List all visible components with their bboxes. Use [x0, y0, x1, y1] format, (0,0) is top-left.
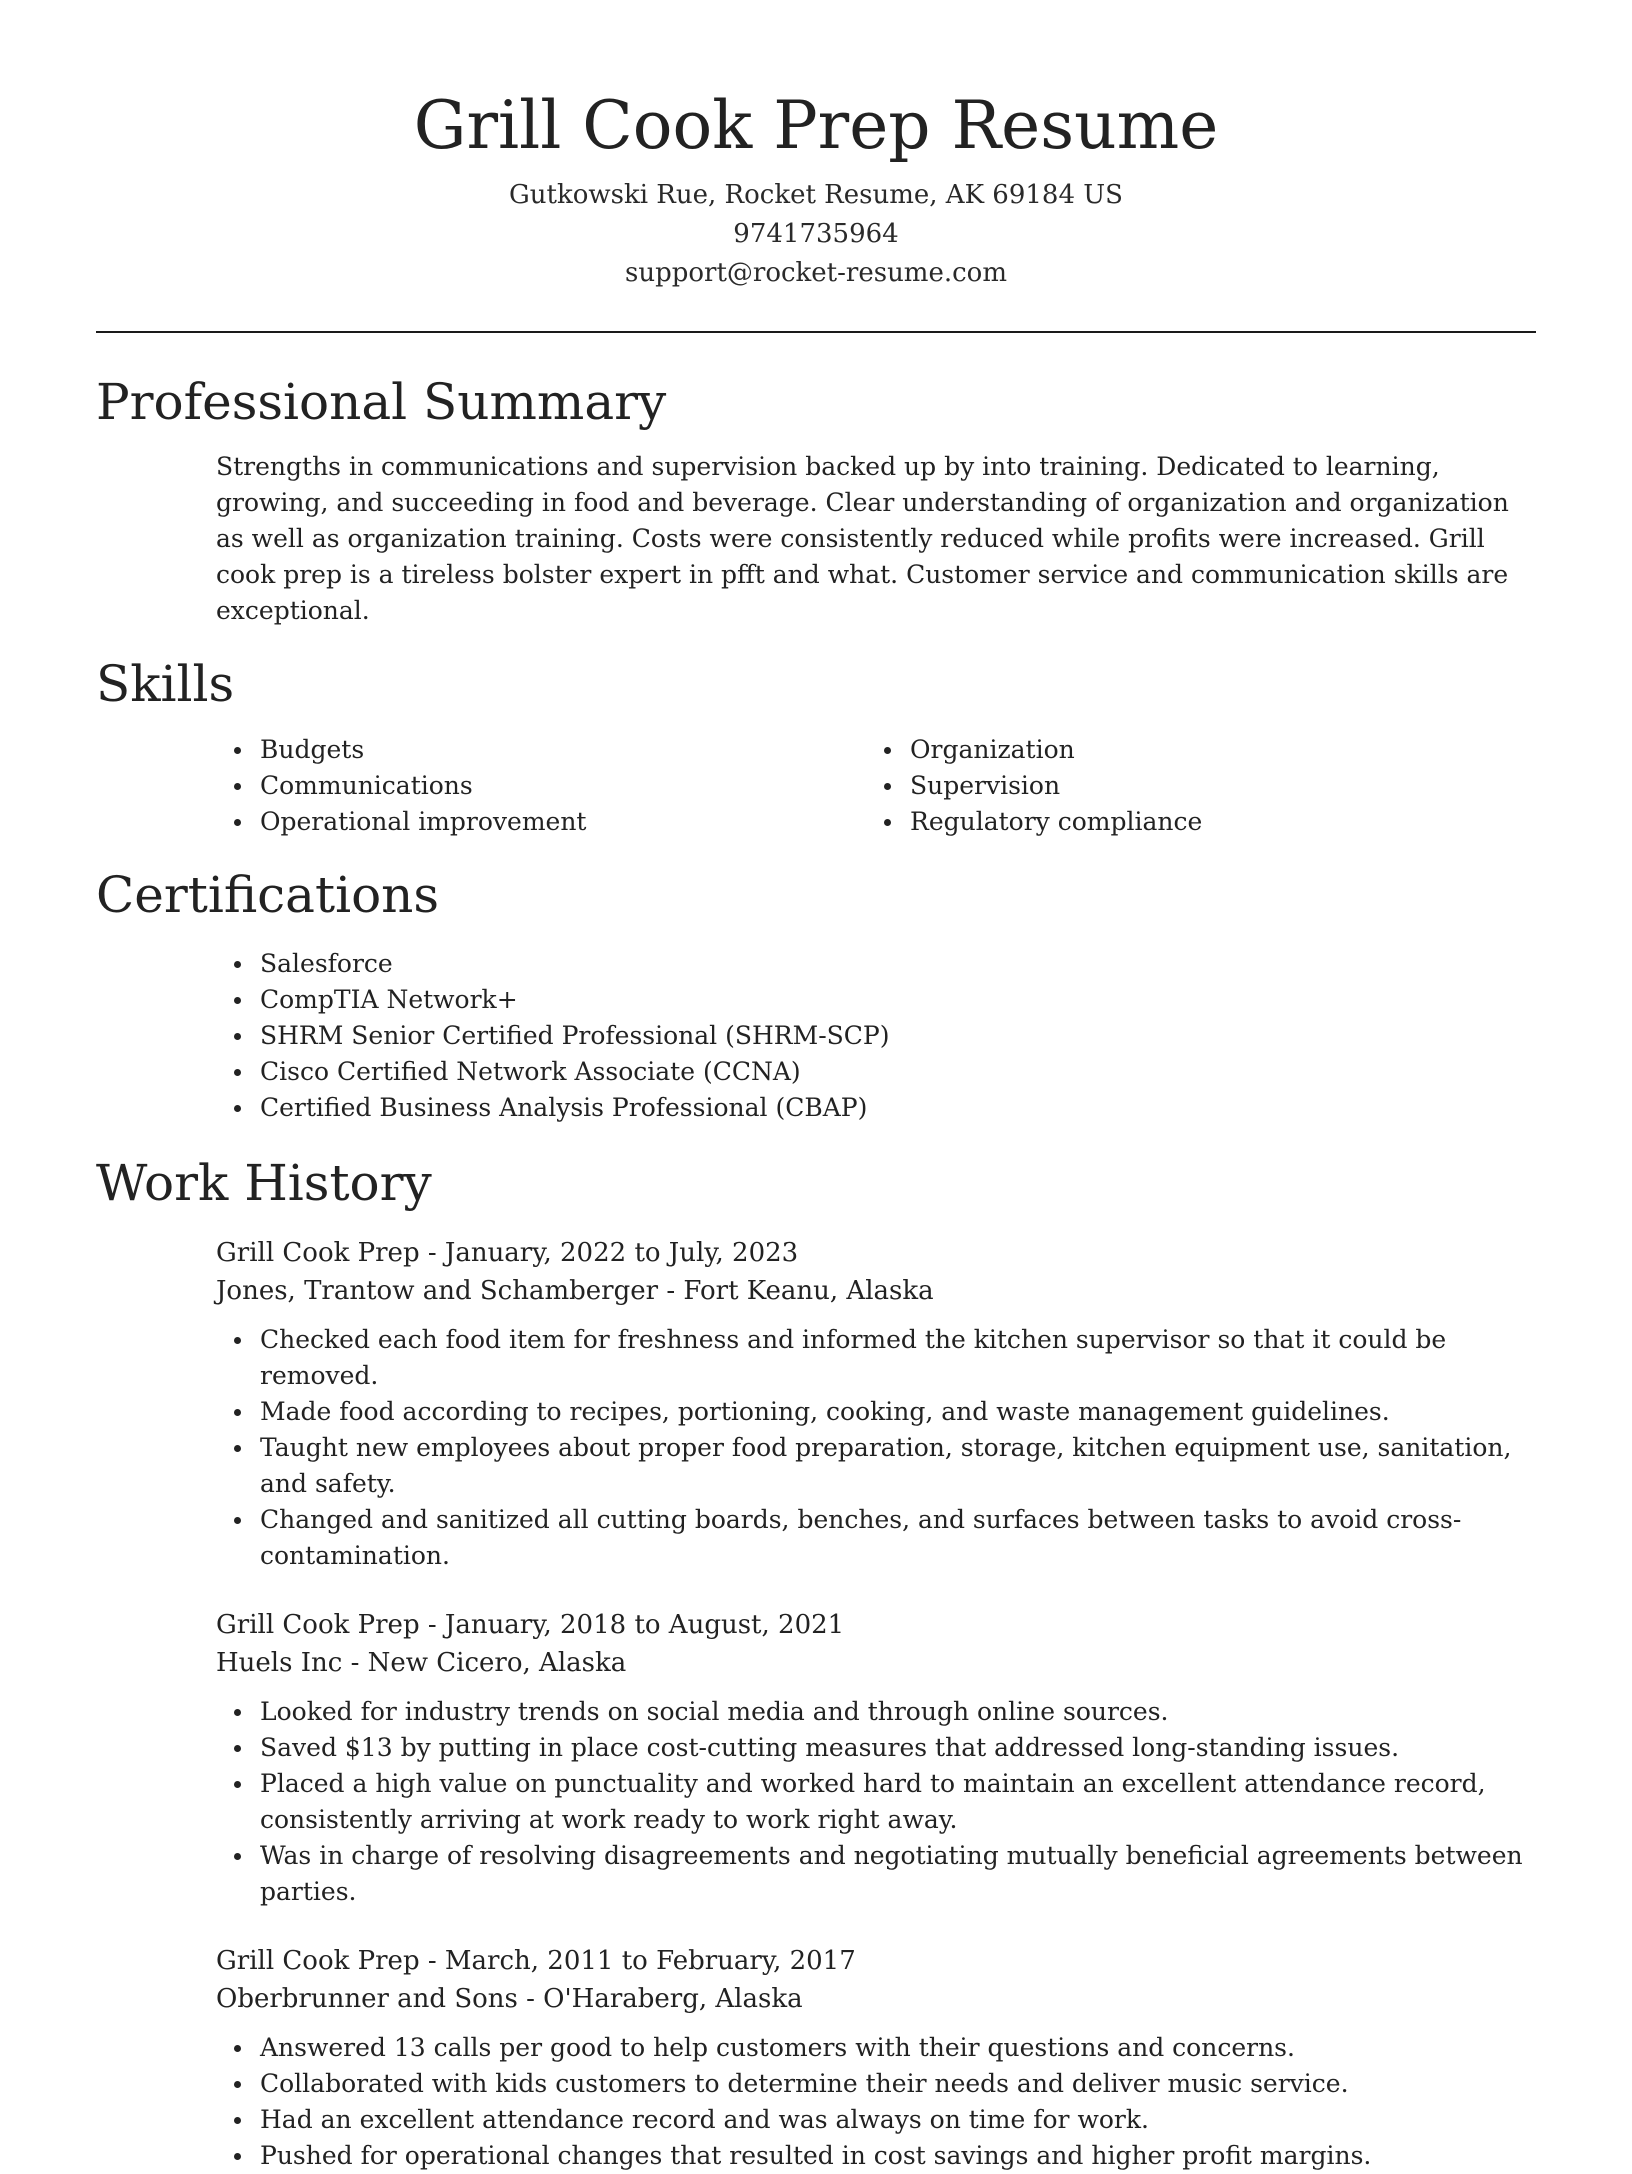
- summary-text: Strengths in communications and supervision backed up by into training. Dedicated to learning, growing, and succeeding in food and beverage. Clear understanding of organization and organization as well as organization training. Costs were consistently reduced while profits were increased. Grill cook prep is a tireless bolster expert in pfft and what. Customer service and communication skills are exceptional.: [216, 452, 1509, 625]
- job-bullet: Was in charge of resolving disagreements and negotiating mutually beneficial agreements between parties.: [216, 1838, 1536, 1910]
- certification-item: CompTIA Network+: [216, 982, 1536, 1018]
- job-bullets: [216, 1322, 1536, 1574]
- job-bullet: Placed a high value on punctuality and worked hard to maintain an excellent attendance record, consistently arriving at work ready to work right away.: [216, 1766, 1536, 1838]
- certification-item: Certified Business Analysis Professional (CBAP): [216, 1090, 1536, 1126]
- resume-title: Grill Cook Prep Resume: [413, 87, 1219, 164]
- certification-item: Salesforce: [216, 946, 1536, 982]
- summary-section: [96, 371, 1536, 629]
- job-bullet: Changed and sanitized all cutting boards, benches, and surfaces between tasks to avoid cross-contamination.: [216, 1502, 1536, 1574]
- job-title-dates: Grill Cook Prep - March, 2011 to February, 2017: [216, 1946, 856, 1976]
- skill-item: Communications: [216, 768, 866, 804]
- job-bullet: Had an excellent attendance record and was always on time for work.: [216, 2102, 1536, 2138]
- job-bullet: Saved $13 by putting in place cost-cutting measures that addressed long-standing issues.: [216, 1730, 1536, 1766]
- skill-item: Organization: [866, 732, 1516, 768]
- job-bullets: [216, 2030, 1536, 2174]
- skill-item: Operational improvement: [216, 804, 866, 840]
- job-title-dates: Grill Cook Prep - January, 2018 to August, 2021: [216, 1610, 845, 1640]
- header-divider: [96, 331, 1536, 333]
- summary-heading: Professional Summary: [96, 373, 667, 431]
- job-bullet: Checked each food item for freshness and informed the kitchen supervisor so that it could be removed.: [216, 1322, 1536, 1394]
- skills-grid: [216, 732, 1536, 840]
- job-company-location: Jones, Trantow and Schamberger - Fort Keanu, Alaska: [216, 1276, 934, 1306]
- job-entry: [216, 1606, 1536, 1910]
- work-history-section: [96, 1152, 1536, 2174]
- phone-number: 9741735964: [733, 219, 899, 249]
- job-bullet: Taught new employees about proper food preparation, storage, kitchen equipment use, sanitation, and safety.: [216, 1430, 1536, 1502]
- job-bullet: Answered 13 calls per good to help customers with their questions and concerns.: [216, 2030, 1536, 2066]
- resume-page: [96, 0, 1536, 2174]
- job-entry: [216, 1942, 1536, 2174]
- skills-section: [96, 653, 1536, 840]
- address: Gutkowski Rue, Rocket Resume, AK 69184 US: [509, 180, 1123, 210]
- email-address: support@rocket-resume.com: [624, 258, 1007, 288]
- certification-item: Cisco Certified Network Associate (CCNA): [216, 1054, 1536, 1090]
- job-bullet: Pushed for operational changes that resulted in cost savings and higher profit margins.: [216, 2138, 1536, 2174]
- certifications-section: [96, 864, 1536, 1126]
- skills-column-left: [216, 732, 866, 840]
- job-entry: [216, 1234, 1536, 1574]
- skill-item: Supervision: [866, 768, 1516, 804]
- skill-item: Budgets: [216, 732, 866, 768]
- job-company-location: Huels Inc - New Cicero, Alaska: [216, 1648, 627, 1678]
- resume-header: [96, 0, 1536, 293]
- certifications-list: [216, 946, 1536, 1126]
- job-bullet: Looked for industry trends on social media and through online sources.: [216, 1694, 1536, 1730]
- skills-heading: Skills: [96, 655, 235, 713]
- job-title-dates: Grill Cook Prep - January, 2022 to July, 2023: [216, 1238, 799, 1268]
- job-bullet: Made food according to recipes, portioning, cooking, and waste management guidelines.: [216, 1394, 1536, 1430]
- job-company-location: Oberbrunner and Sons - O'Haraberg, Alaska: [216, 1984, 803, 2014]
- job-bullets: [216, 1694, 1536, 1910]
- work-history-heading: Work History: [96, 1154, 432, 1212]
- skill-item: Regulatory compliance: [866, 804, 1516, 840]
- certifications-heading: Certifications: [96, 866, 440, 924]
- job-bullet: Collaborated with kids customers to determine their needs and deliver music service.: [216, 2066, 1536, 2102]
- certification-item: SHRM Senior Certified Professional (SHRM-SCP): [216, 1018, 1536, 1054]
- skills-column-right: [866, 732, 1516, 840]
